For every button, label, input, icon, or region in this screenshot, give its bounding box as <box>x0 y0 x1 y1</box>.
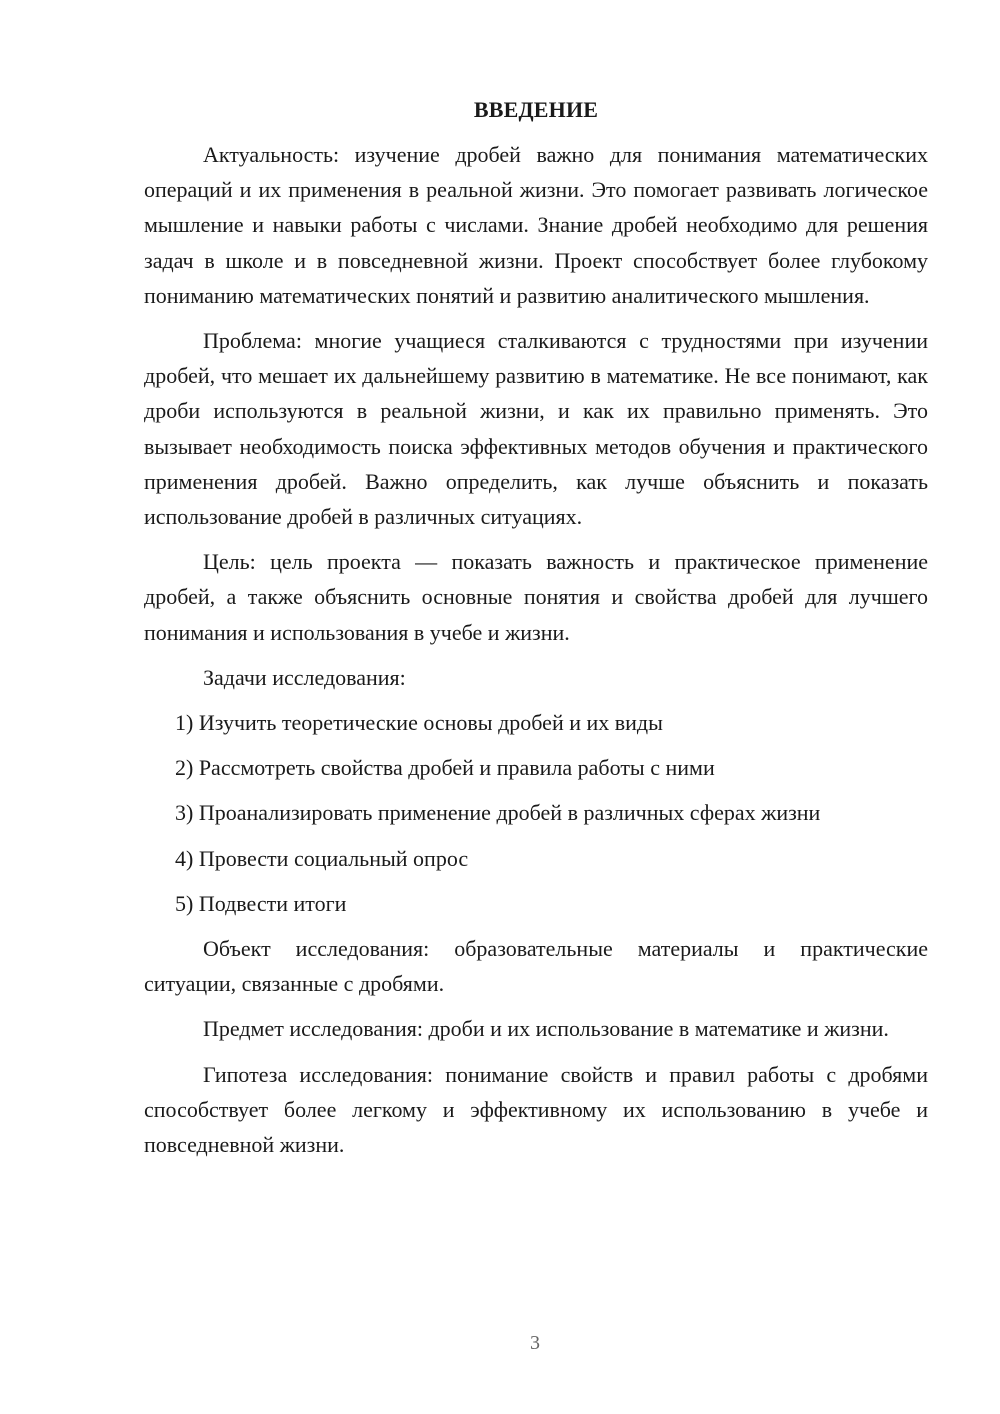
paragraph-hypothesis: Гипотеза исследования: понимание свойств и правил работы с дробями способствует более легкому и эффективному их использованию в учебе и повседневной жизни. <box>144 1061 928 1158</box>
tasks-heading: Задачи исследования: <box>203 664 406 690</box>
paragraph-object: Объект исследования: образовательные материалы и практические ситуации, связанные с дробями. <box>144 936 928 997</box>
list-item: 3) Проанализировать применение дробей в различных сферах жизни <box>175 800 821 826</box>
page-title: ВВЕДЕНИЕ <box>473 97 599 122</box>
list-item: 2) Рассмотреть свойства дробей и правила работы с ними <box>175 755 715 781</box>
list-item: 5) Подвести итоги <box>175 890 347 916</box>
page-content <box>144 92 928 1172</box>
list-item: 1) Изучить теоретические основы дробей и их виды <box>175 710 663 736</box>
paragraph-subject: Предмет исследования: дроби и их использование в математике и жизни. <box>203 1016 889 1042</box>
list-item: 4) Провести социальный опрос <box>175 845 469 871</box>
paragraph-relevance: Актуальность: изучение дробей важно для понимания математических операций и их применения в реальной жизни. Это помогает развивать логическое мышление и навыки работы с числами. Знание дробей необходимо для решения задач в школе и в повседневной жизни. Проект способствует более глубокому пониманию математических понятий и развитию аналитического мышления. <box>144 142 928 308</box>
tasks-list <box>144 705 928 921</box>
paragraph-goal: Цель: цель проекта — показать важность и практическое применение дробей, а также объяснить основные понятия и свойства дробей для лучшего понимания и использования в учебе и жизни. <box>144 549 928 645</box>
paragraph-problem: Проблема: многие учащиеся сталкиваются с трудностями при изучении дробей, что мешает их дальнейшему развитию в математике. Не все понимают, как дроби используются в реальной жизни, и как их правильно применять. Это вызывает необходимость поиска эффективных методов обучения и практического применения дробей. Важно определить, как лучше объяснить и показать использование дробей в различных ситуациях. <box>144 328 928 530</box>
page-number: 3 <box>530 1332 540 1354</box>
